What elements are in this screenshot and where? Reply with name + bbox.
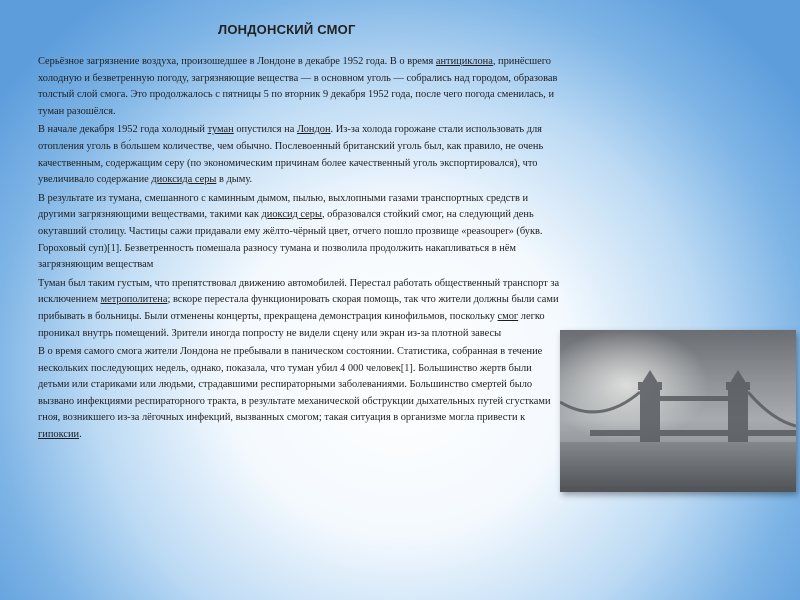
paragraph-text: Серьёзное загрязнение воздуха, произошедшее в Лондоне в декабре 1952 года. В о время: [38, 56, 436, 67]
tower-bridge-fog-photo: [560, 330, 796, 492]
wiki-link[interactable]: антициклона: [435, 56, 493, 67]
paragraph-text: , принёсшего холодную и безветренную погоду, загрязняющие вещества — в основном уголь — собрались над городом, образовав толстый слой смога. Это продолжалось с пятницы 5 по вторник 9 декабря 1952 года, после чего погода сменилась, и туман разошёлся.: [38, 56, 558, 117]
wiki-link[interactable]: туман: [207, 124, 234, 136]
paragraph-3: [38, 191, 562, 274]
paragraph-text: . Из-за холода горожане стали использовать для отопления уголь в бо́льшем количестве, чем обычно. Послевоенный британский уголь был, как правило, не очень качественным, содержащим серу (по экономическим причинам более качественный уголь экспортировался), что увеличивало содержание: [38, 124, 544, 186]
wiki-link[interactable]: гипоксии: [38, 429, 80, 441]
wiki-link[interactable]: диоксида серы: [151, 174, 217, 186]
paragraph-5: [38, 344, 562, 444]
paragraph-text: .: [79, 429, 82, 441]
paragraph-text: опустился на: [233, 124, 297, 136]
paragraph-text: ; вскоре перестала функционировать скорая помощь, так что жители должны были сами прибывать в больницы. Были отменены концерты, прекращена демонстрация кинофильмов, поскольку: [38, 294, 559, 322]
paragraph-text: В о время самого смога жители Лондона не пребывали в паническом состоянии. Статистика, собранная в течение нескольких последующих недель, однако, показала, что туман убил 4 000 человек[1]. Большинство жертв были детьми или стариками или людьми, страдавшими респираторными заболеваниями. Большинство смертей было вызвано инфекциями респираторного тракта, в результате механической обструкции дыхательных путей сгустками гноя, возникшего из-за лёгочных инфекций, вызванных смогом; такая ситуация в организме могла привести к: [38, 346, 551, 424]
wiki-link[interactable]: метрополитена: [100, 294, 168, 306]
article-body: [38, 54, 562, 446]
paragraph-1: [38, 54, 562, 120]
paragraph-text: в дыму.: [216, 174, 253, 186]
paragraph-4: [38, 276, 562, 342]
paragraph-text: В результате из тумана, смешанного с каминным дымом, пылью, выхлопными газами транспортных средств и другими загрязняющими веществами, такими как: [38, 192, 529, 221]
wiki-link[interactable]: Лондон: [296, 124, 331, 136]
wiki-link[interactable]: смог: [497, 310, 519, 322]
slide-title: ЛОНДОНСКИЙ СМОГ: [218, 22, 356, 37]
paragraph-text: , образовался стойкий смог, на следующий день окутавший столицу. Частицы сажи придавали ему жёлто-чёрный цвет, отчего пошло прозвище «peasouper» (букв. Гороховый суп)[1]. Безветренность помешала разносу тумана и позволила продолжить накапливаться в нём загрязняющим веществам: [38, 209, 543, 271]
wiki-link[interactable]: диоксид серы: [261, 209, 322, 221]
paragraph-text: В начале декабря 1952 года холодный: [38, 124, 208, 136]
paragraph-text: Туман был таким густым, что препятствовал движению автомобилей. Перестал работать общественный транспорт за исключением: [38, 277, 560, 306]
paragraph-2: [38, 122, 562, 188]
paragraph-text: легко проникал внутрь помещений. Зрители иногда попросту не видели сцену или экран из-за плотной завесы: [38, 310, 545, 339]
